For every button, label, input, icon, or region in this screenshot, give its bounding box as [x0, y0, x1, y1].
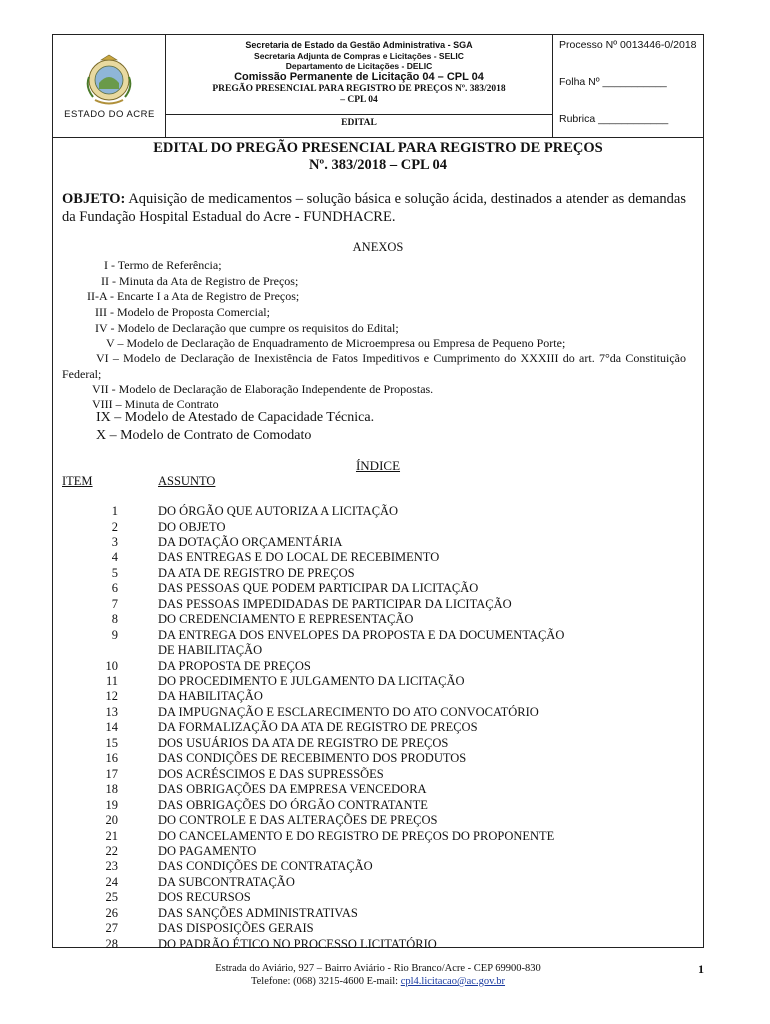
indice-item-number: 10: [105, 658, 118, 673]
header-departamento: Departamento de Licitações - DELIC: [285, 61, 433, 71]
indice-row: [0, 612, 770, 627]
footer-phone: Telefone: (068) 3215-4600 E-mail:: [250, 976, 399, 987]
indice-item-number: 22: [105, 843, 118, 858]
header-folha: Folha Nº ___________: [559, 76, 667, 88]
indice-row: [0, 504, 770, 519]
objeto-text: Aquisição de medicamentos – solução básica e solução ácida, destinados a atender as demandas da Fundação Hospital Estadual do Acre - FUNDHACRE.: [62, 191, 686, 225]
indice-item-number: 14: [105, 720, 118, 735]
header-comissao: Comissão Permanente de Licitação 04 – CPL 04: [234, 71, 484, 83]
indice-row: [0, 674, 770, 689]
indice-item-subject: DAS ENTREGAS E DO LOCAL DE RECEBIMENTO: [158, 550, 440, 565]
indice-item-number: 1: [111, 504, 118, 518]
indice-row: [0, 844, 770, 859]
header-pregao-line2: – CPL 04: [340, 95, 378, 105]
indice-item-subject: DOS USUÁRIOS DA ATA DE REGISTRO DE PREÇOS: [158, 735, 449, 750]
indice-row: [0, 566, 770, 581]
state-label: ESTADO DO ACRE: [64, 109, 155, 120]
indice-row: [0, 798, 770, 813]
indice-item-number: 17: [105, 766, 118, 781]
header-center: [166, 35, 553, 137]
indice-item-subject: DA SUBCONTRATAÇÃO: [158, 874, 295, 889]
anexo-item: I - Termo de Referência;: [104, 258, 222, 272]
anexos-title: ANEXOS: [352, 240, 404, 254]
indice-item-number: 20: [105, 813, 118, 827]
header-processo: Processo Nº 0013446-0/2018: [559, 39, 697, 51]
indice-item-subject: DAS SANÇÕES ADMINISTRATIVAS: [158, 905, 358, 920]
indice-item-number: 19: [105, 797, 118, 812]
anexo-item: IX – Modelo de Atestado de Capacidade Técnica.: [96, 410, 375, 425]
anexo-item: II - Minuta da Ata de Registro de Preços;: [101, 274, 299, 288]
indice-row: [0, 520, 770, 535]
indice-row: [0, 875, 770, 890]
indice-item-number: 7: [111, 596, 118, 611]
indice-row: [0, 643, 770, 658]
indice-item-number: 6: [111, 581, 118, 596]
footer-address: Estrada do Aviário, 927 – Bairro Aviário - Rio Branco/Acre - CEP 69900-830: [215, 963, 541, 974]
indice-item-subject: DO CONTROLE E DAS ALTERAÇÕES DE PREÇOS: [158, 813, 438, 827]
indice-item-subject: DAS CONDIÇÕES DE CONTRATAÇÃO: [158, 859, 373, 874]
header-secretaria: Secretaria de Estado da Gestão Administrativa - SGA: [245, 40, 473, 50]
indice-row: [0, 581, 770, 596]
indice-item-subject: DAS CONDIÇÕES DE RECEBIMENTO DOS PRODUTOS: [158, 751, 467, 766]
indice-item-subject: DO PROCEDIMENTO E JULGAMENTO DA LICITAÇÃO: [158, 674, 465, 688]
header-edital: EDITAL: [166, 114, 552, 129]
indice-item-subject: DA FORMALIZAÇÃO DA ATA DE REGISTRO DE PREÇOS: [158, 720, 478, 735]
header-pregao-line1: PREGÃO PRESENCIAL PARA REGISTRO DE PREÇOS Nº. 383/2018: [212, 84, 506, 94]
indice-item-subject: DO ÓRGÃO QUE AUTORIZA A LICITAÇÃO: [158, 504, 399, 518]
indice-item-subject: DAS DISPOSIÇÕES GERAIS: [158, 921, 314, 936]
indice-item-number: 24: [105, 874, 118, 889]
indice-item-subject: DAS PESSOAS QUE PODEM PARTICIPAR DA LICITAÇÃO: [158, 581, 479, 596]
indice-row: [0, 937, 770, 952]
indice-row: [0, 628, 770, 643]
anexo-item: VIII – Minuta de Contrato: [92, 397, 219, 411]
indice-item-number: 3: [111, 534, 118, 549]
objeto-paragraph: [62, 190, 686, 226]
indice-item-subject: DO CANCELAMENTO E DO REGISTRO DE PREÇOS DO PROPONENTE: [158, 828, 555, 843]
indice-item-number: 8: [111, 612, 118, 627]
indice-item-subject: DAS OBRIGAÇÕES DO ÓRGÃO CONTRATANTE: [158, 797, 428, 812]
indice-item-number: 9: [111, 627, 118, 642]
header-secretaria-adjunta: Secretaria Adjunta de Compras e Licitações - SELIC: [254, 51, 464, 61]
indice-title: ÍNDICE: [355, 458, 401, 473]
indice-item-number: 13: [105, 704, 118, 719]
indice-item-number: 27: [105, 921, 118, 936]
indice-item-subject: DOS RECURSOS: [158, 890, 251, 905]
indice-row: [0, 921, 770, 936]
indice-item-subject: DO OBJETO: [158, 519, 226, 534]
state-seal-icon: [81, 53, 137, 109]
indice-item-number: 18: [105, 782, 118, 797]
indice-col-assunto: ASSUNTO: [158, 474, 216, 488]
anexo-item: II-A - Encarte I a Ata de Registro de Preços;: [87, 289, 300, 303]
indice-item-subject: DO PAGAMENTO: [158, 843, 257, 858]
indice-item-number: 11: [105, 674, 118, 688]
indice-item-subject: DAS OBRIGAÇÕES DA EMPRESA VENCEDORA: [158, 782, 427, 797]
page-number: 1: [698, 962, 704, 976]
indice-item-number: 2: [111, 519, 118, 534]
anexo-item: VI – Modelo de Declaração de Inexistência de Fatos Impeditivos e Cumprimento do XXXIII do art. 7°da Constituição Federal;: [62, 351, 686, 381]
indice-row: [0, 906, 770, 921]
title-line1: EDITAL DO PREGÃO PRESENCIAL PARA REGISTRO DE PREÇOS: [153, 140, 603, 156]
indice-item-subject: DA IMPUGNAÇÃO E ESCLARECIMENTO DO ATO CONVOCATÓRIO: [158, 704, 539, 719]
indice-row: [0, 767, 770, 782]
page-title: [52, 140, 704, 174]
indice-row: [0, 720, 770, 735]
indice-item-number: 4: [111, 550, 118, 565]
indice-item-number: 26: [105, 905, 118, 920]
anexo-item: IV - Modelo de Declaração que cumpre os requisitos do Edital;: [95, 321, 399, 335]
indice-row: [0, 813, 770, 828]
indice-item-number: 15: [105, 735, 118, 750]
indice-item-subject: DA DOTAÇÃO ORÇAMENTÁRIA: [158, 534, 343, 549]
header-right: [553, 35, 703, 137]
indice-row: [0, 689, 770, 704]
indice-row: [0, 829, 770, 844]
indice-item-subject: DOS ACRÉSCIMOS E DAS SUPRESSÕES: [158, 766, 384, 781]
indice-item-subject: DA ENTREGA DOS ENVELOPES DA PROPOSTA E DA DOCUMENTAÇÃO: [158, 627, 565, 642]
indice-row: [0, 550, 770, 565]
anexo-item: V – Modelo de Declaração de Enquadramento de Microempresa ou Empresa de Pequeno Porte;: [106, 336, 566, 350]
indice-row: [0, 705, 770, 720]
indice-row: [0, 659, 770, 674]
indice-item-subject: DAS PESSOAS IMPEDIDADAS DE PARTICIPAR DA LICITAÇÃO: [158, 596, 512, 611]
indice-item-subject: DA HABILITAÇÃO: [158, 689, 263, 704]
indice-item-subject: DE HABILITAÇÃO: [158, 643, 263, 657]
indice-row: [0, 859, 770, 874]
indice-item-subject: DO PADRÃO ÉTICO NO PROCESSO LICITATÓRIO: [158, 936, 437, 951]
indice-row: [0, 751, 770, 766]
footer-email-link[interactable]: cpl4.licitacao@ac.gov.br: [400, 976, 506, 987]
indice-item-number: 16: [105, 751, 118, 766]
indice-item-number: 5: [111, 565, 118, 580]
indice-item-subject: DO CREDENCIAMENTO E REPRESENTAÇÃO: [158, 612, 414, 627]
indice-row: [0, 535, 770, 550]
indice-row: [0, 782, 770, 797]
title-line2: Nº. 383/2018 – CPL 04: [308, 157, 448, 173]
indice-row: [0, 597, 770, 612]
indice-col-item: ITEM: [62, 474, 93, 488]
indice-item-number: 23: [105, 859, 118, 874]
indice-item-number: 21: [105, 828, 118, 843]
indice-item-subject: DA ATA DE REGISTRO DE PREÇOS: [158, 565, 355, 580]
indice-item-number: 25: [105, 890, 118, 905]
indice-item-number: 28: [105, 936, 118, 951]
indice-row: [0, 736, 770, 751]
indice-item-subject: DA PROPOSTA DE PREÇOS: [158, 658, 311, 673]
anexo-item: VII - Modelo de Declaração de Elaboração Independente de Propostas.: [92, 382, 434, 396]
objeto-label: OBJETO:: [62, 191, 126, 207]
anexo-item: III - Modelo de Proposta Comercial;: [95, 305, 270, 319]
footer-contact: [52, 975, 704, 988]
document-header: [52, 34, 704, 138]
header-logo-cell: [53, 35, 166, 137]
indice-item-number: 12: [105, 689, 118, 704]
anexo-item: X – Modelo de Contrato de Comodato: [96, 428, 312, 443]
page-footer: [52, 962, 704, 988]
indice-row: [0, 890, 770, 905]
header-rubrica: Rubrica ____________: [559, 113, 669, 125]
